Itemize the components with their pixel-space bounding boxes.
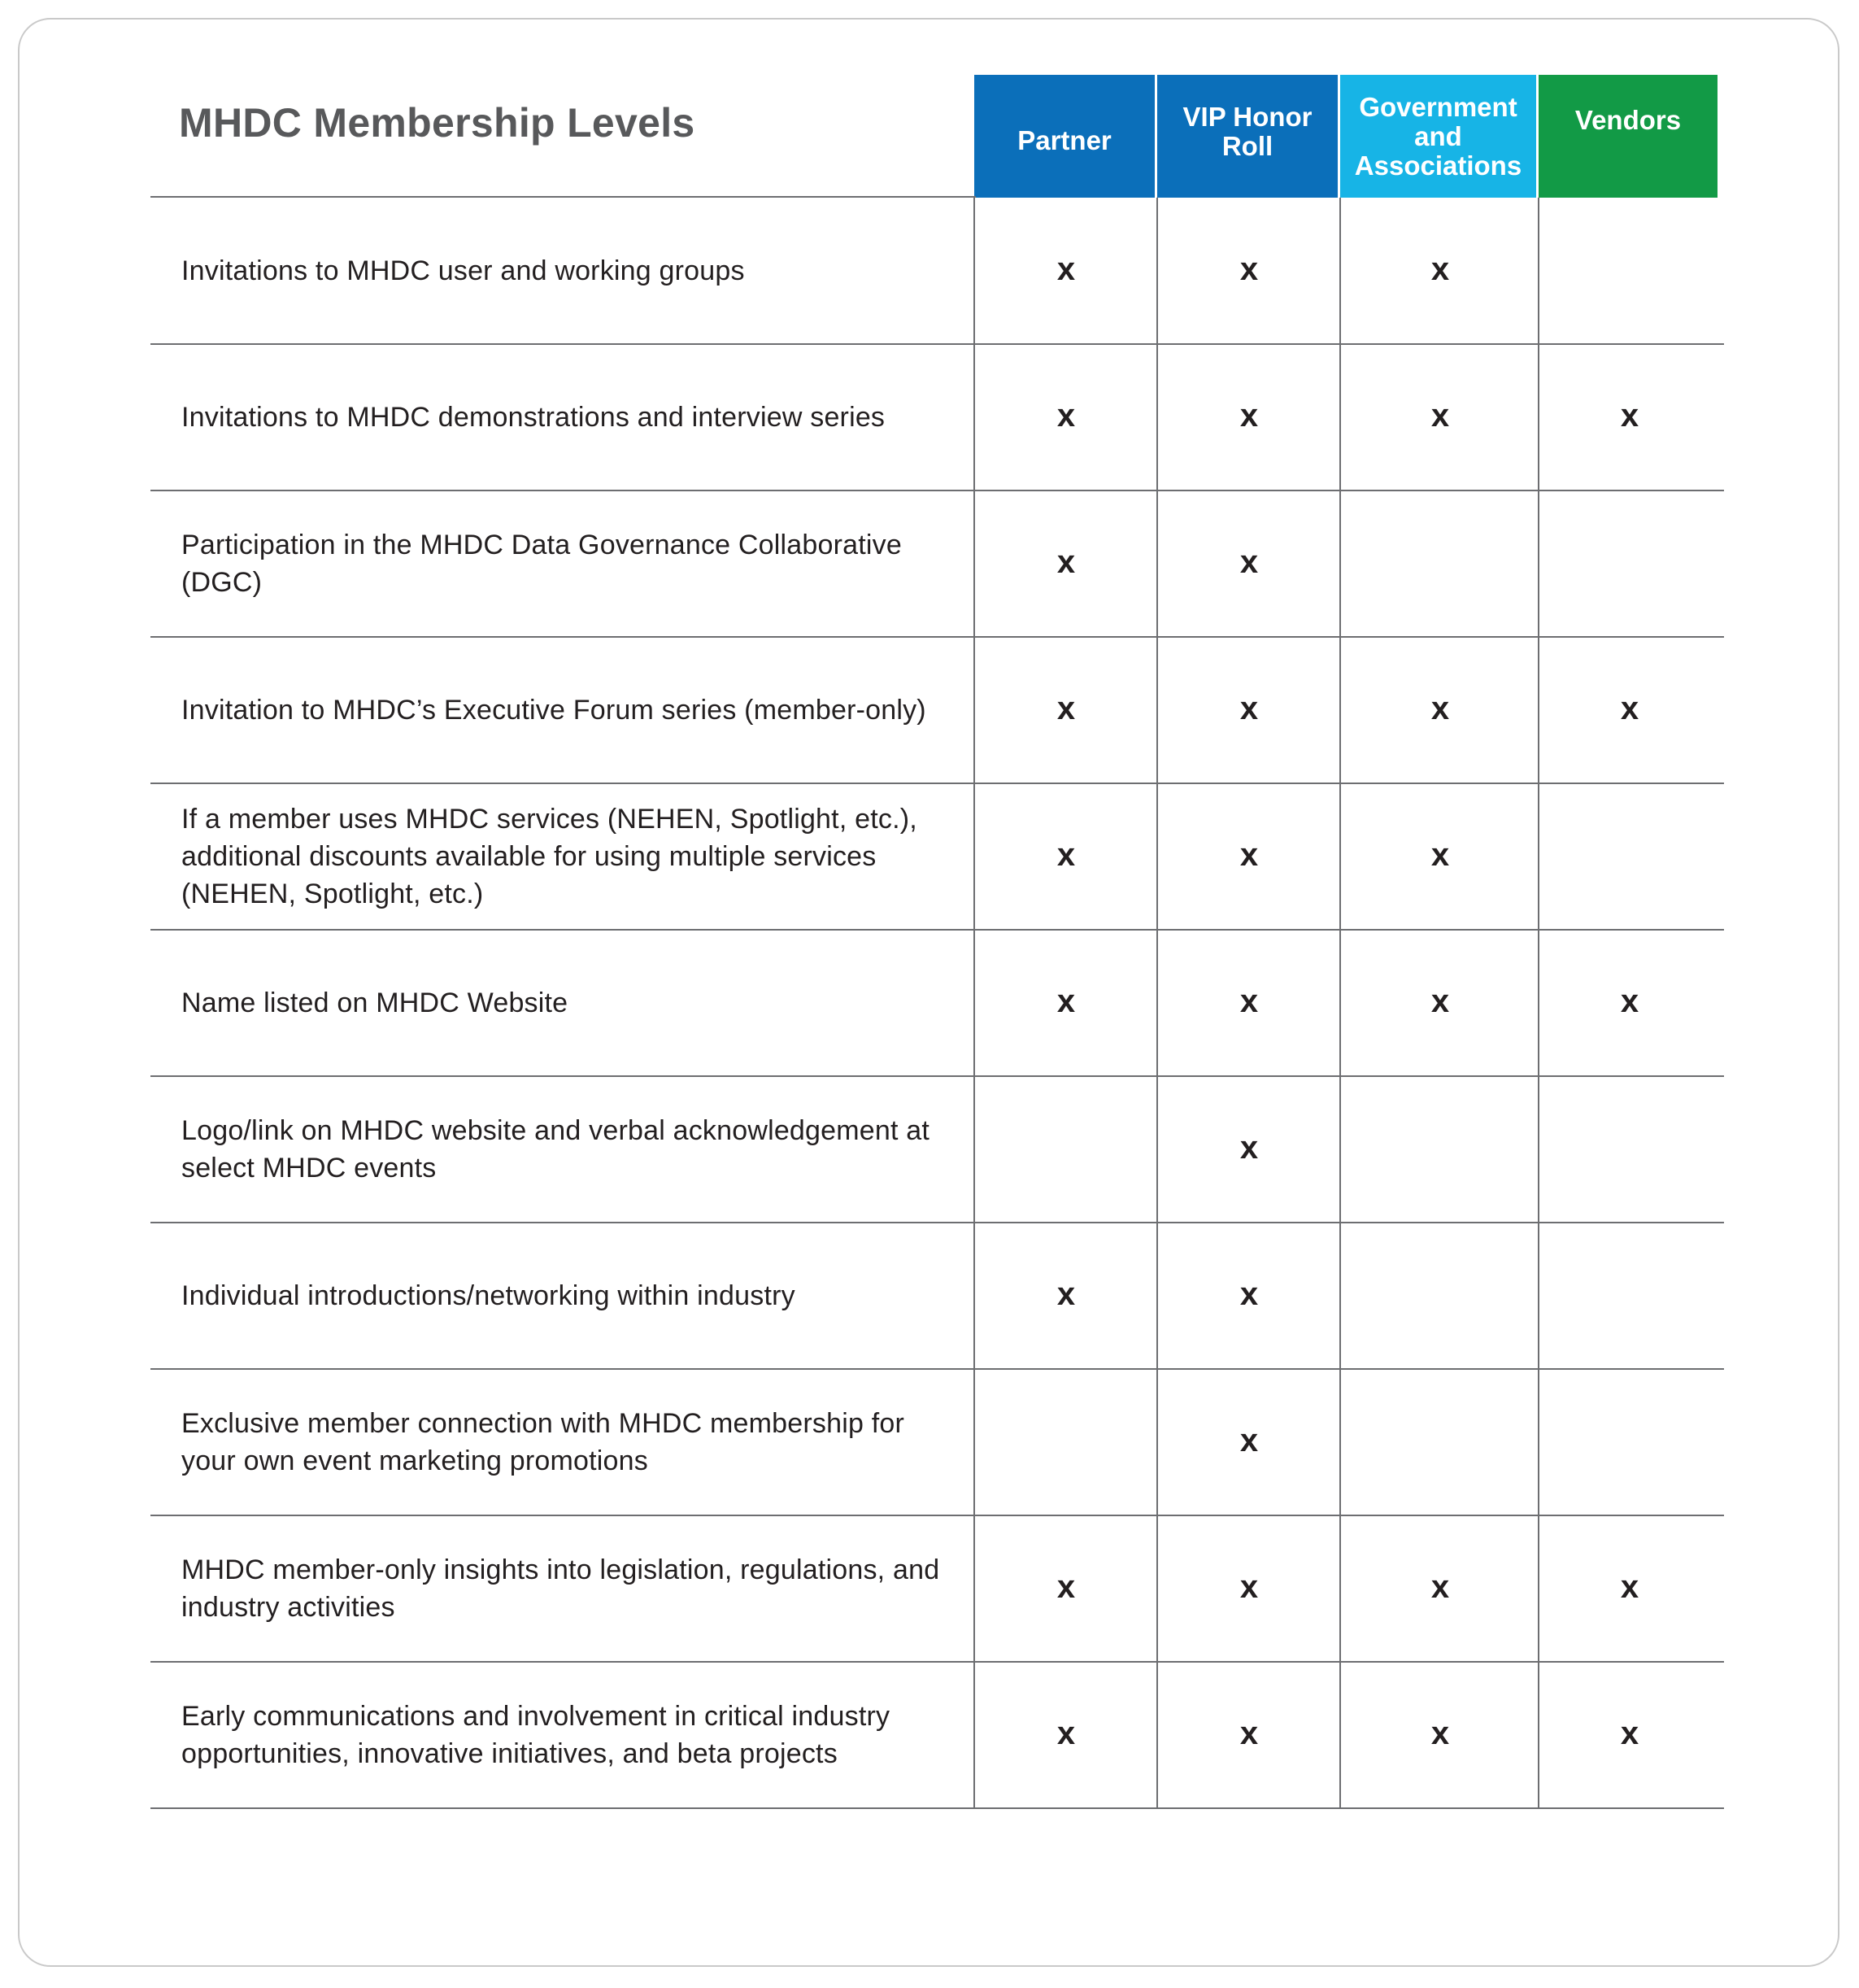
check-mark-partner: x xyxy=(1056,836,1076,873)
check-mark-vip: x xyxy=(1239,1275,1259,1312)
check-mark-government: x xyxy=(1430,1568,1450,1605)
check-mark-partner: x xyxy=(1056,983,1076,1019)
check-mark-government: x xyxy=(1430,1715,1450,1751)
check-mark-government: x xyxy=(1430,836,1450,873)
check-mark-partner: x xyxy=(1056,690,1076,726)
check-mark-vendors: x xyxy=(1620,1568,1639,1605)
check-mark-vendors: x xyxy=(1620,690,1639,726)
column-header-partner: Partner xyxy=(974,75,1155,198)
row-divider xyxy=(150,1807,1724,1809)
check-mark-vip: x xyxy=(1239,836,1259,873)
check-mark-vendors: x xyxy=(1620,983,1639,1019)
check-mark-vip: x xyxy=(1239,983,1259,1019)
check-mark-government: x xyxy=(1430,397,1450,434)
benefit-label: Name listed on MHDC Website xyxy=(181,987,568,1018)
check-mark-vip: x xyxy=(1239,397,1259,434)
column-header-government-and-associations: Government and Associations xyxy=(1340,75,1536,198)
page-title: MHDC Membership Levels xyxy=(179,100,695,146)
check-mark-partner: x xyxy=(1056,397,1076,434)
check-mark-vip: x xyxy=(1239,1129,1259,1166)
check-mark-partner: x xyxy=(1056,1568,1076,1605)
column-divider xyxy=(1538,198,1539,1808)
check-mark-vip: x xyxy=(1239,1715,1259,1751)
benefit-label: Logo/link on MHDC website and verbal acknowledgement at select MHDC events xyxy=(181,1115,930,1184)
benefit-label: Invitations to MHDC demonstrations and interview series xyxy=(181,402,886,433)
check-mark-vip: x xyxy=(1239,543,1259,580)
check-mark-vip: x xyxy=(1239,1422,1259,1458)
column-header-vendors: Vendors xyxy=(1539,75,1718,198)
benefit-label: Invitations to MHDC user and working groups xyxy=(181,255,745,286)
column-divider xyxy=(1339,198,1341,1808)
check-mark-partner: x xyxy=(1056,543,1076,580)
benefit-label: MHDC member-only insights into legislation, regulations, and industry activities xyxy=(181,1554,940,1623)
check-mark-government: x xyxy=(1430,983,1450,1019)
check-mark-partner: x xyxy=(1056,1275,1076,1312)
column-divider xyxy=(1156,198,1158,1808)
check-mark-government: x xyxy=(1430,251,1450,287)
check-mark-partner: x xyxy=(1056,1715,1076,1751)
benefit-label: Individual introductions/networking within industry xyxy=(181,1280,795,1311)
benefit-label: Exclusive member connection with MHDC membership for your own event marketing promotions xyxy=(181,1408,905,1476)
benefit-label: Invitation to MHDC’s Executive Forum series (member-only) xyxy=(181,695,926,726)
check-mark-government: x xyxy=(1430,690,1450,726)
column-divider xyxy=(973,198,975,1808)
check-mark-vip: x xyxy=(1239,1568,1259,1605)
check-mark-vendors: x xyxy=(1620,397,1639,434)
benefit-label: Early communications and involvement in critical industry opportunities, innovative initiatives, and beta projects xyxy=(181,1701,890,1769)
column-header-vip-honor-roll: VIP Honor Roll xyxy=(1157,75,1338,198)
check-mark-partner: x xyxy=(1056,251,1076,287)
check-mark-vendors: x xyxy=(1620,1715,1639,1751)
benefit-label: If a member uses MHDC services (NEHEN, Spotlight, etc.), additional discounts available for using multiple services (NEHEN, Spotlight, etc.) xyxy=(181,804,917,909)
check-mark-vip: x xyxy=(1239,690,1259,726)
benefit-label: Participation in the MHDC Data Governance Collaborative (DGC) xyxy=(181,530,902,598)
check-mark-vip: x xyxy=(1239,251,1259,287)
